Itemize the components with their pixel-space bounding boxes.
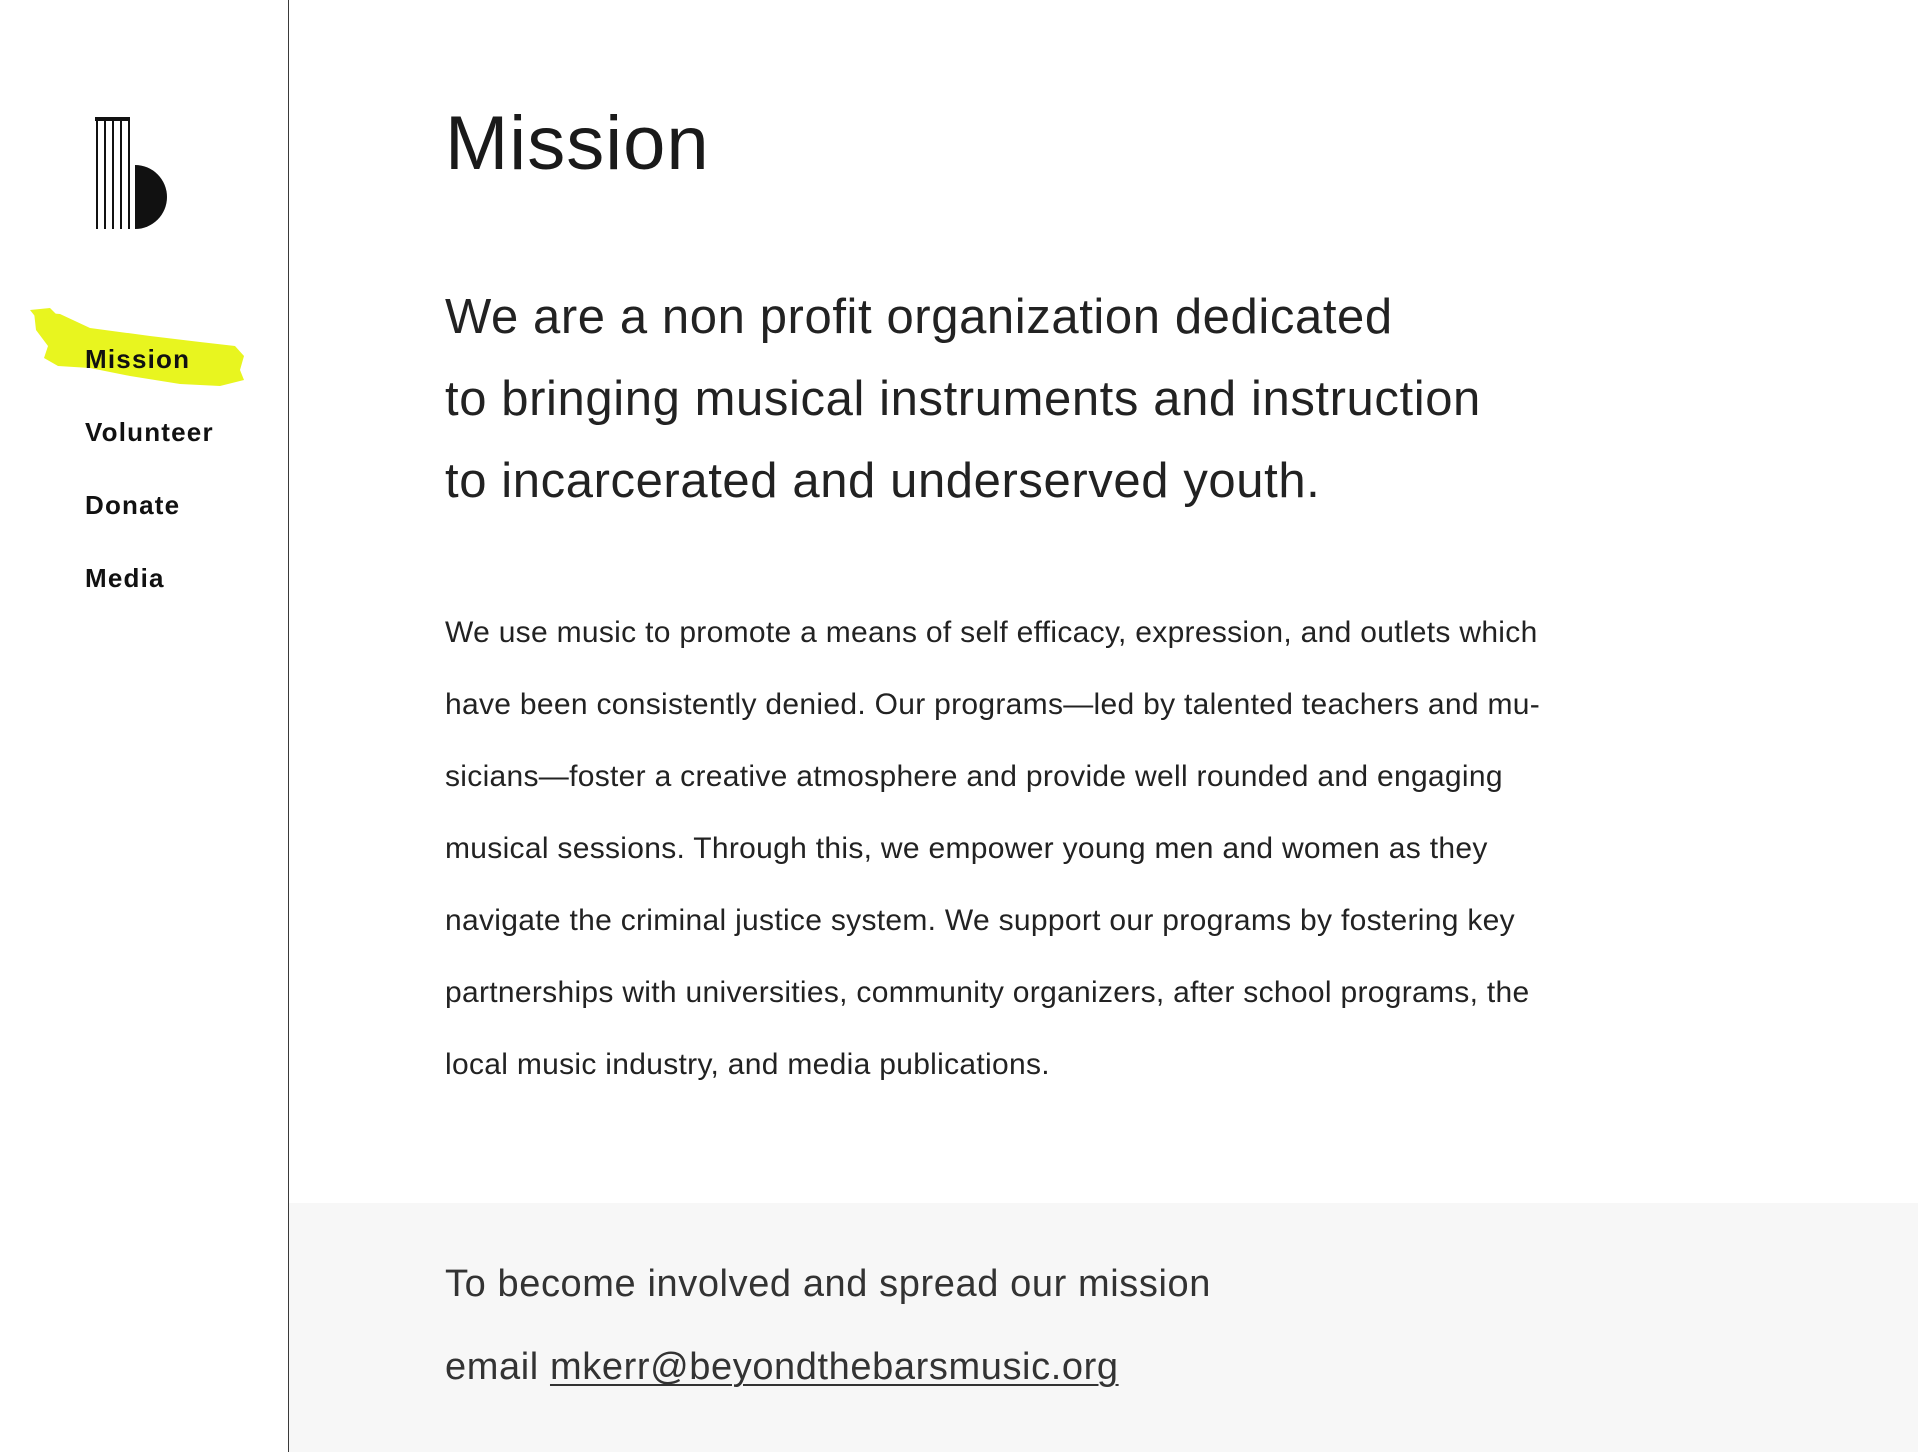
lead-line: We are a non profit organization dedicated <box>445 290 1393 344</box>
lead-statement <box>445 276 1695 522</box>
body-line: sicians—foster a creative atmosphere and provide well rounded and engaging <box>445 760 1503 793</box>
contact-invite-text: To become involved and spread our mission <box>445 1263 1212 1305</box>
email-prefix: email <box>445 1346 539 1388</box>
sidebar <box>0 0 289 1452</box>
contact-email-line <box>445 1346 1119 1389</box>
body-line: We use music to promote a means of self efficacy, expression, and outlets which <box>445 616 1538 649</box>
mission-description <box>445 597 1625 1101</box>
nav-item-mission[interactable]: Mission <box>85 344 191 374</box>
body-line: local music industry, and media publications. <box>445 1048 1050 1081</box>
nav-item-donate[interactable]: Donate <box>85 490 181 520</box>
lead-line: to bringing musical instruments and instruction <box>445 372 1481 426</box>
page-title: Mission <box>445 101 710 186</box>
nav-item-media[interactable]: Media <box>85 563 165 593</box>
body-line: musical sessions. Through this, we empower young men and women as they <box>445 832 1488 865</box>
contact-footer <box>289 1203 1918 1452</box>
beyond-the-bars-logo-icon[interactable] <box>95 117 175 229</box>
lead-line: to incarcerated and underserved youth. <box>445 454 1321 508</box>
body-line: partnerships with universities, community organizers, after school programs, the <box>445 976 1530 1009</box>
nav-item-volunteer[interactable]: Volunteer <box>85 417 214 447</box>
body-line: navigate the criminal justice system. We support our programs by fostering key <box>445 904 1515 937</box>
body-line: have been consistently denied. Our programs—led by talented teachers and mu- <box>445 688 1541 721</box>
email-link[interactable]: mkerr@beyondthebarsmusic.org <box>549 1346 1119 1388</box>
